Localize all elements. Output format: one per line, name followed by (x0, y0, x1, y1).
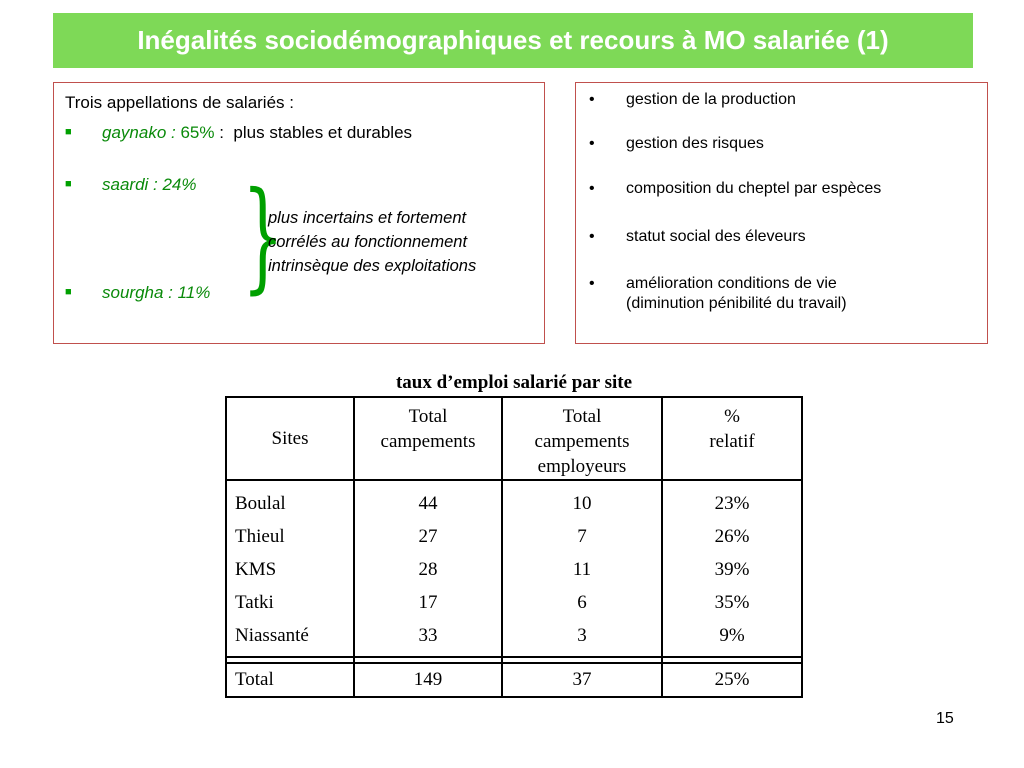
bullet-icon: • (589, 180, 595, 197)
brace-line: intrinsèque des exploitations (268, 257, 477, 275)
list-item-saardi (65, 175, 197, 195)
list-item: • amélioration conditions de vie (diminution pénibilité du travail) (589, 275, 847, 312)
square-bullet-icon: ■ (65, 286, 72, 298)
table-row: KMS 28 11 39% (226, 553, 802, 586)
gaynako-desc: plus stables et durables (233, 123, 413, 142)
table-row: Niassanté 33 3 9% (226, 619, 802, 657)
table-row: Thieul 27 7 26% (226, 520, 802, 553)
gaynako-separator: : (219, 123, 224, 142)
list-item: • statut social des éleveurs (589, 228, 806, 245)
salaried-types-box (53, 82, 545, 344)
brace-line: plus incertains et fortement (268, 209, 467, 227)
saardi-label: saardi : 24% (102, 175, 197, 194)
intro-text: Trois appellations de salariés : (65, 93, 294, 112)
gaynako-label: gaynako : (102, 123, 176, 142)
list-item-gaynako (65, 123, 412, 143)
bullet-icon: • (589, 135, 595, 152)
list-item-sourgha (65, 283, 210, 303)
slide-title-bar (53, 13, 973, 68)
list-item: • gestion de la production (589, 91, 796, 108)
header-total-employeurs: Total campements employeurs (502, 397, 662, 480)
bullet-icon: • (589, 275, 595, 292)
page-number: 15 (936, 710, 954, 727)
header-relatif: % relatif (662, 397, 802, 480)
header-sites: Sites (226, 397, 354, 480)
square-bullet-icon: ■ (65, 178, 72, 190)
table-header-row (226, 397, 802, 480)
table-total-row: Total 149 37 25% (226, 663, 802, 697)
curly-brace-icon: } (242, 167, 284, 306)
list-item: • composition du cheptel par espèces (589, 180, 882, 197)
bullet-icon: • (589, 91, 595, 108)
table-row: Tatki 17 6 35% (226, 586, 802, 619)
factors-box (575, 82, 988, 344)
slide-title: Inégalités sociodémographiques et recours à MO salariée (1) (137, 25, 889, 55)
list-item: • gestion des risques (589, 135, 764, 152)
bullet-icon: • (589, 228, 595, 245)
header-total-campements: Total campements (354, 397, 502, 480)
brace-description (268, 206, 476, 278)
employment-table (225, 396, 803, 698)
table-row: Boulal 44 10 23% (226, 480, 802, 520)
brace-line: corrélés au fonctionnement (268, 233, 468, 251)
gaynako-value: 65% (180, 123, 215, 142)
sourgha-label: sourgha : 11% (102, 283, 211, 302)
square-bullet-icon: ■ (65, 126, 72, 138)
table-title: taux d’emploi salarié par site (395, 372, 633, 393)
